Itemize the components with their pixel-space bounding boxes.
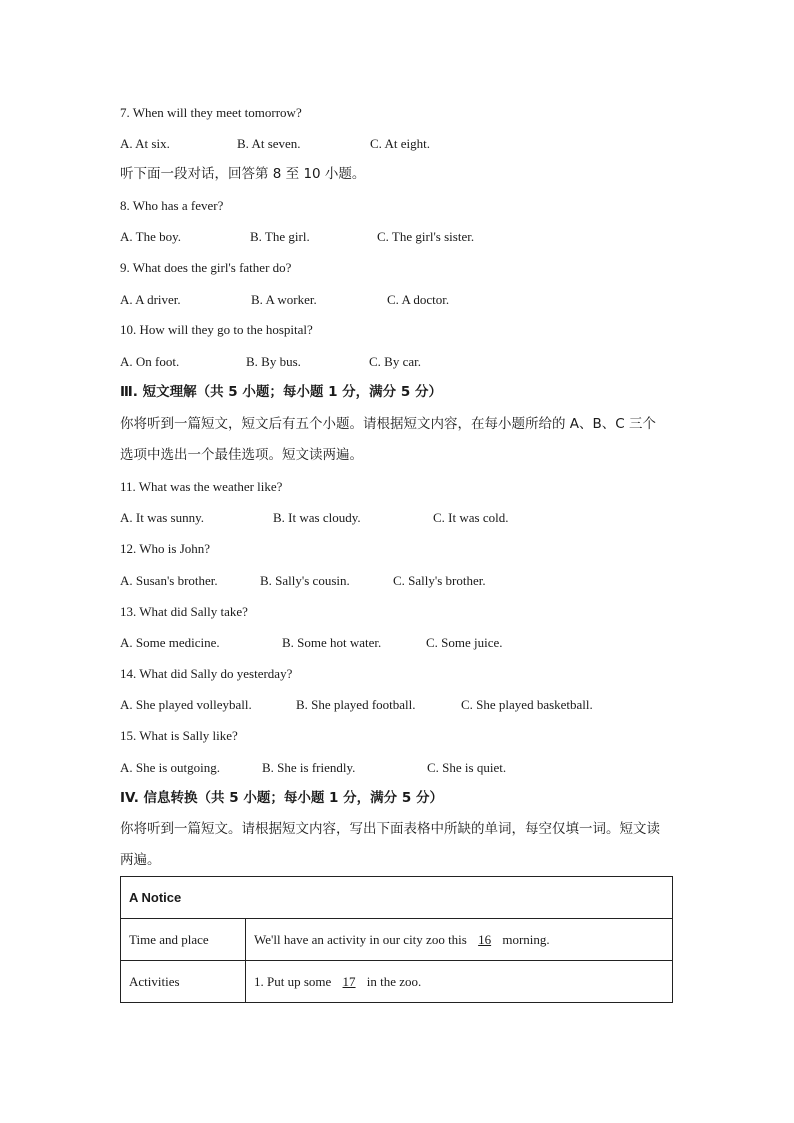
blank-17[interactable]: 17 xyxy=(342,973,356,989)
table-cell-content xyxy=(246,919,673,961)
section-4-desc-line2: 两遍。 xyxy=(120,852,161,868)
question-12: 12. Who is John? xyxy=(120,541,211,556)
option-c: C. She played basketball. xyxy=(461,697,593,712)
option-a: A. Susan's brother. xyxy=(120,573,218,588)
option-c: C. At eight. xyxy=(370,136,430,151)
table-row xyxy=(121,919,673,961)
option-c: C. By car. xyxy=(369,354,421,369)
notice-table xyxy=(120,876,673,1003)
section-3-title: Ⅲ. 短文理解（共 5 小题；每小题 1 分，满分 5 分） xyxy=(120,384,442,400)
option-c: C. Sally's brother. xyxy=(393,573,486,588)
option-c: C. A doctor. xyxy=(387,292,450,307)
option-a: A. She is outgoing. xyxy=(120,760,221,775)
table-row xyxy=(121,961,673,1003)
question-7: 7. When will they meet tomorrow? xyxy=(120,105,302,120)
table-cell-label: Time and place xyxy=(121,919,246,961)
section-3-desc-line2: 选项中选出一个最佳选项。短文读两遍。 xyxy=(120,447,363,463)
option-b: B. She is friendly. xyxy=(262,760,356,775)
question-13: 13. What did Sally take? xyxy=(120,604,248,619)
row1-text: We'll have an activity in our city zoo this xyxy=(254,931,467,947)
option-a: A. On foot. xyxy=(120,354,180,369)
option-b: B. It was cloudy. xyxy=(273,510,361,525)
section-4-title: IV. 信息转换（共 5 小题；每小题 1 分，满分 5 分） xyxy=(120,790,443,806)
question-14: 14. What did Sally do yesterday? xyxy=(120,666,293,681)
row2-text: 1. Put up some xyxy=(254,973,332,989)
option-c: C. It was cold. xyxy=(433,510,509,525)
question-10: 10. How will they go to the hospital? xyxy=(120,322,313,337)
option-b: B. Some hot water. xyxy=(282,635,382,650)
row1-text-post: morning. xyxy=(502,931,550,947)
question-9: 9. What does the girl's father do? xyxy=(120,260,292,275)
question-15: 15. What is Sally like? xyxy=(120,728,238,743)
instruction-8-10: 听下面一段对话，回答第 8 至 10 小题。 xyxy=(120,166,366,182)
option-a: A. It was sunny. xyxy=(120,510,205,525)
option-c: C. She is quiet. xyxy=(427,760,507,775)
option-a: A. The boy. xyxy=(120,229,182,244)
table-cell-label: Activities xyxy=(121,961,246,1003)
option-a: A. A driver. xyxy=(120,292,181,307)
option-a: A. At six. xyxy=(120,136,170,151)
table-row xyxy=(121,877,673,919)
option-b: B. Sally's cousin. xyxy=(260,573,350,588)
option-b: B. A worker. xyxy=(251,292,317,307)
question-11: 11. What was the weather like? xyxy=(120,479,283,494)
section-3-desc-line1: 你将听到一篇短文，短文后有五个小题。请根据短文内容，在每小题所给的 A、B、C 三个 xyxy=(120,416,657,432)
option-a: A. She played volleyball. xyxy=(120,697,252,712)
row2-text-post: in the zoo. xyxy=(366,973,422,989)
table-cell-content xyxy=(246,961,673,1003)
question-8: 8. Who has a fever? xyxy=(120,198,224,213)
option-b: B. She played football. xyxy=(296,697,416,712)
option-c: C. Some juice. xyxy=(426,635,503,650)
option-b: B. The girl. xyxy=(250,229,310,244)
option-c: C. The girl's sister. xyxy=(377,229,475,244)
notice-title: A Notice xyxy=(121,877,673,919)
option-b: B. By bus. xyxy=(246,354,301,369)
section-4-desc-line1: 你将听到一篇短文。请根据短文内容，写出下面表格中所缺的单词，每空仅填一词。短文读 xyxy=(120,821,660,837)
option-b: B. At seven. xyxy=(237,136,301,151)
blank-16[interactable]: 16 xyxy=(478,931,492,947)
option-a: A. Some medicine. xyxy=(120,635,220,650)
